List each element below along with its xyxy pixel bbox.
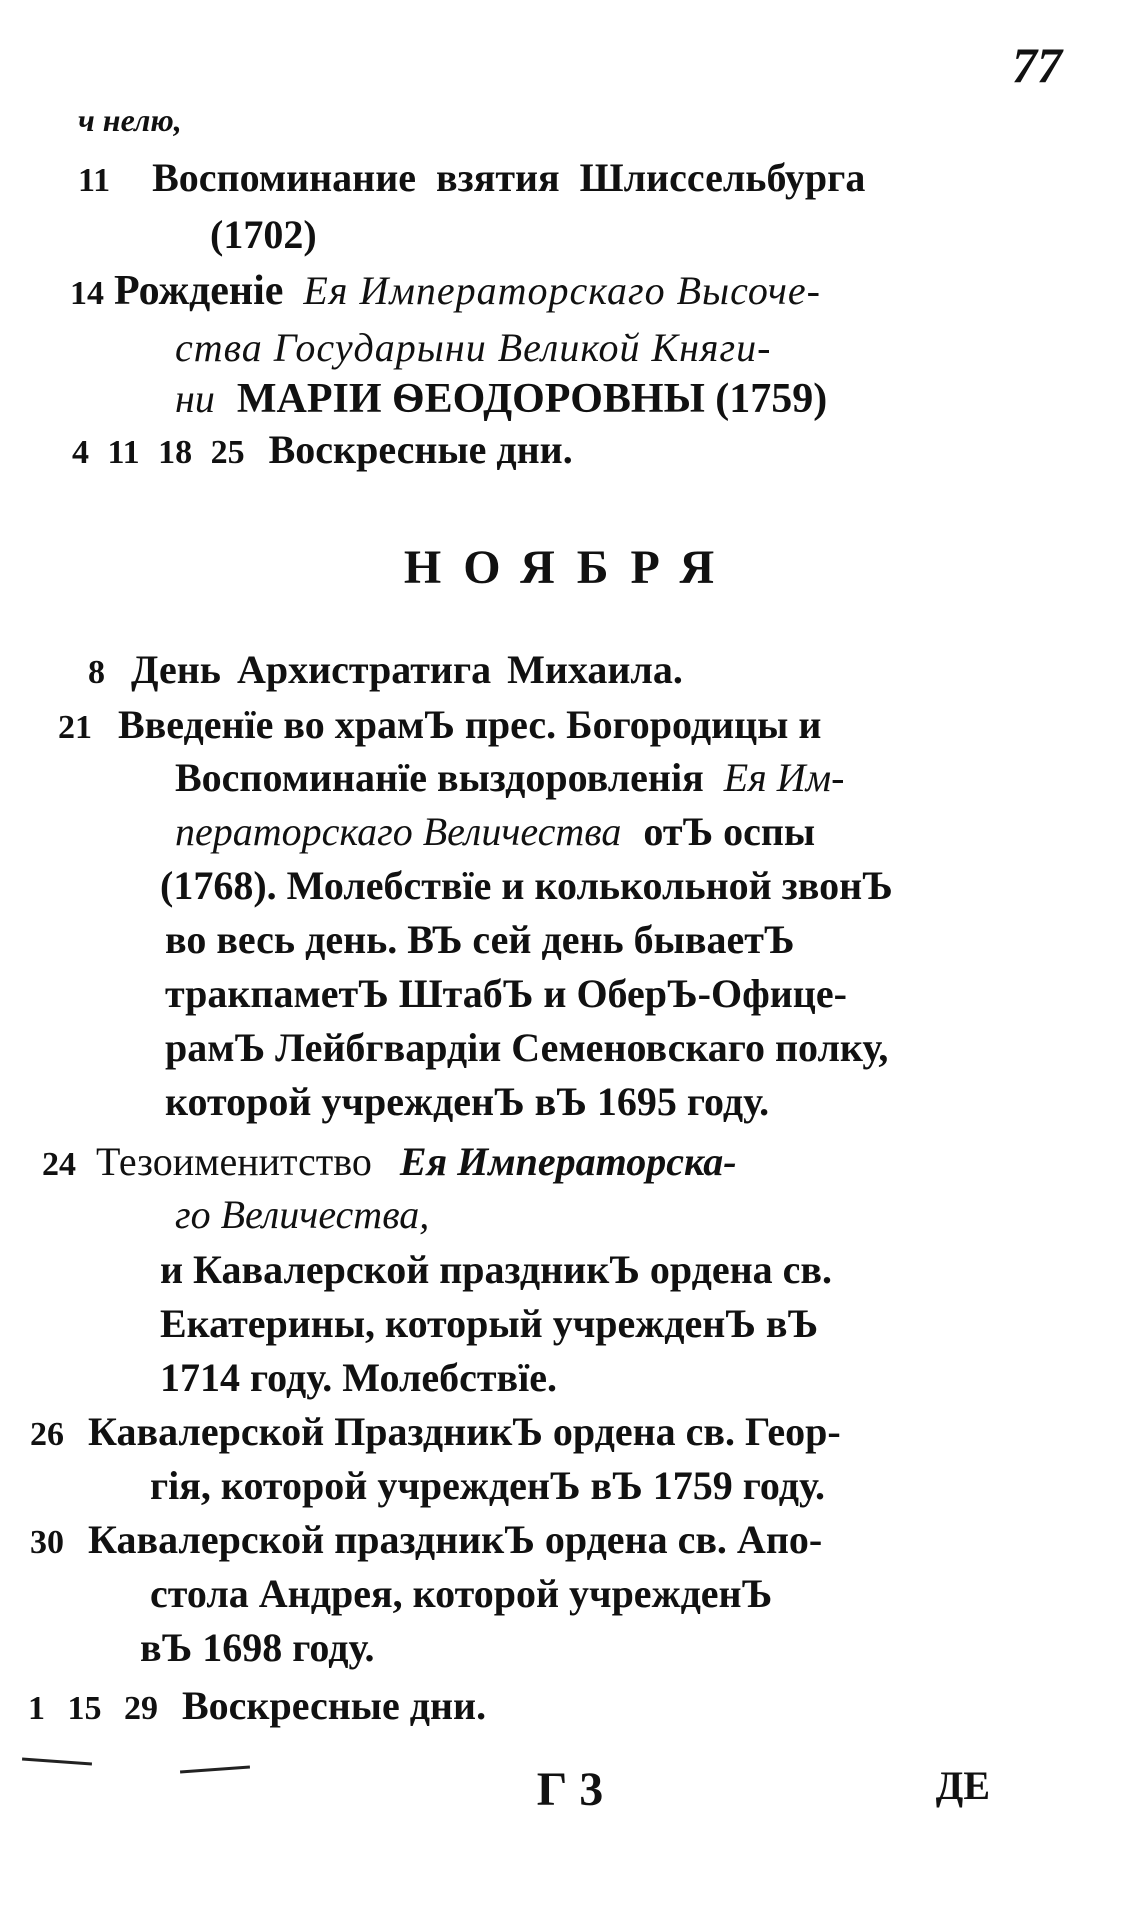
entry-oct-11-cont: (1702) <box>210 212 317 257</box>
day-number: 11 <box>78 162 111 199</box>
entry-text: отЪ оспы <box>643 809 816 854</box>
sundays-october <box>72 427 573 472</box>
entry-nov-30-line3: вЪ 1698 году. <box>140 1625 375 1670</box>
entry-text-italic: ни <box>175 376 215 421</box>
day-number: 26 <box>30 1416 64 1453</box>
entry-text-italic: ператорскаго Величества <box>175 809 622 854</box>
sunday-days: 4 11 18 25 <box>72 434 245 471</box>
sunday-text: Воскресные дни. <box>268 427 573 472</box>
entry-text-italic: Ея Им- <box>723 755 845 800</box>
sunday-days: 1 15 29 <box>28 1690 158 1727</box>
entry-oct-11 <box>78 155 866 200</box>
entry-text: Тезоименитство <box>96 1139 372 1184</box>
entry-nov-24-line4: Екатерины, который учрежденЪ вЪ <box>160 1301 819 1346</box>
entry-nov-21 <box>58 702 822 747</box>
entry-nov-21-line6: тракпаметЪ ШтабЪ и ОберЪ-Офице- <box>165 971 847 1016</box>
sunday-text: Воскресные дни. <box>182 1683 487 1728</box>
continued-text: ч нелю, <box>78 102 182 138</box>
signature-mark: Г 3 <box>536 1763 604 1816</box>
entry-nov-21-line4: (1768). Молебствїе и колькольной звонЪ <box>160 863 893 908</box>
entry-oct-14-line2: ства Государыни Великой Княги- <box>175 325 772 370</box>
page-number: 77 <box>1012 37 1062 93</box>
entry-text: Воспоминание взятия Шлиссельбурга <box>152 155 866 200</box>
entry-text: Введенїе во храмЪ прес. Богородицы и <box>118 702 822 747</box>
entry-nov-30 <box>30 1517 823 1562</box>
entry-nov-21-line2 <box>175 755 845 800</box>
entry-nov-26 <box>30 1409 841 1454</box>
day-number: 30 <box>30 1524 64 1561</box>
day-number: 14 <box>70 275 104 312</box>
entry-text: День Архистратига Михаила. <box>131 647 683 692</box>
sundays-november <box>28 1683 487 1728</box>
entry-nov-24 <box>42 1139 737 1184</box>
entry-text-name: МАРІИ ѲЕОДОРОВНЫ (1759) <box>236 376 828 422</box>
month-heading: НОЯБРЯ <box>403 541 737 594</box>
day-number: 8 <box>88 654 105 691</box>
entry-text: Кавалерской ПраздникЪ ордена св. Геор- <box>88 1409 841 1454</box>
entry-text: Кавалерской праздникЪ ордена св. Апо- <box>88 1517 823 1562</box>
entry-nov-21-line8: которой учрежденЪ вЪ 1695 году. <box>165 1079 770 1124</box>
entry-nov-21-line5: во весь день. ВЪ сей день бываетЪ <box>165 917 795 962</box>
entry-nov-21-line7: рамЪ Лейбгвардіи Семеновскаго полку, <box>165 1025 889 1070</box>
entry-nov-30-line2: стола Андрея, которой учрежденЪ <box>150 1571 773 1616</box>
entry-nov-21-line3 <box>175 809 816 854</box>
entry-text: Воспоминанїе выздоровленія <box>175 755 704 800</box>
entry-nov-24-line3: и Кавалерской праздникЪ ордена св. <box>160 1247 832 1292</box>
catchword: ДЕ <box>935 1763 990 1808</box>
entry-nov-24-line2: го Величества, <box>175 1192 430 1237</box>
entry-oct-14 <box>70 270 821 312</box>
entry-text: Рожденіе <box>114 268 284 314</box>
entry-nov-8 <box>88 647 683 692</box>
entry-nov-26-line2: гія, которой учрежденЪ вЪ 1759 году. <box>150 1463 825 1508</box>
day-number: 21 <box>58 709 92 746</box>
entry-nov-24-line5: 1714 году. Молебствїе. <box>160 1355 558 1400</box>
day-number: 24 <box>42 1146 76 1183</box>
entry-text-italic: Ея Императорска- <box>399 1139 737 1184</box>
entry-text-italic: Ея Императорскаго Высоче- <box>303 268 821 313</box>
entry-oct-14-line3 <box>175 378 827 420</box>
